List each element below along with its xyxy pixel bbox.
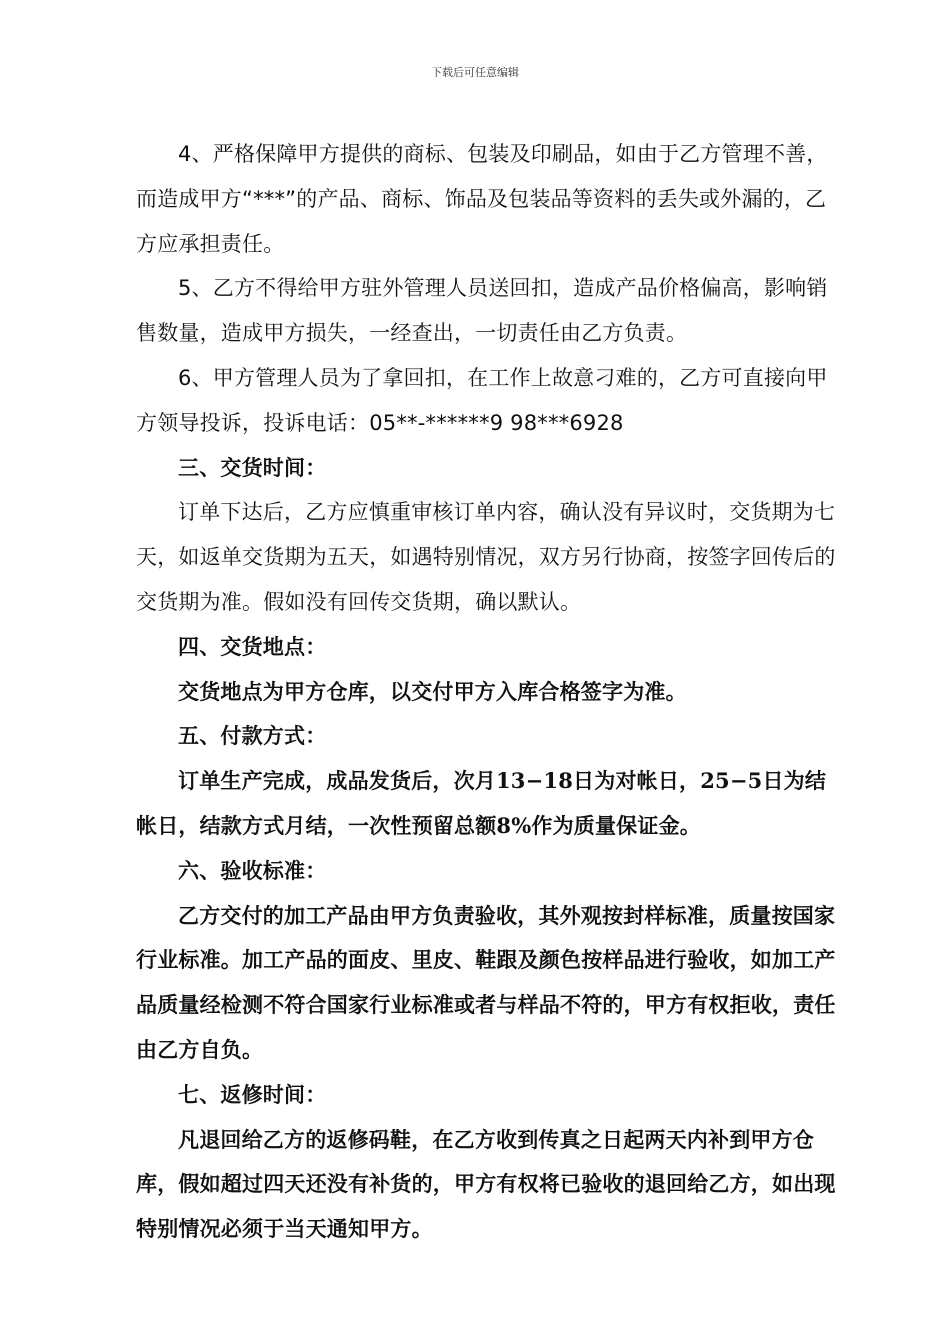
acceptance-standard-paragraph: 乙方交付的加工产品由甲方负责验收，其外观按封样标准，质量按国家行业标准。加工产品的面皮、里皮、鞋跟及颜色按样品进行验收，如加工产品质量经检测不符合国家行业标准或者与样品不符的，甲方有权拒收，责任由乙方自负。 <box>136 902 836 1062</box>
clause-5-paragraph: 5、乙方不得给甲方驻外管理人员送回扣，造成产品价格偏高，影响销售数量，造成甲方损失，一经查出，一切责任由乙方负责。 <box>136 276 828 346</box>
section-4-heading: 四、交货地点： <box>178 633 327 659</box>
section-7-heading: 七、返修时间： <box>178 1081 327 1107</box>
document-body <box>136 132 836 1252</box>
delivery-location-paragraph: 交货地点为甲方仓库，以交付甲方入库合格签字为准。 <box>178 678 687 704</box>
clause-6-paragraph: 6、甲方管理人员为了拿回扣，在工作上故意刁难的，乙方可直接向甲方领导投诉，投诉电话：05**-******9 98***6928 <box>136 365 828 435</box>
repair-time-paragraph: 凡退回给乙方的返修码鞋，在乙方收到传真之日起两天内补到甲方仓库，假如超过四天还没有补货的，甲方有权将已验收的退回给乙方，如出现特别情况必须于当天通知甲方。 <box>136 1126 836 1242</box>
section-6-heading: 六、验收标准： <box>178 857 327 883</box>
section-5-heading: 五、付款方式： <box>178 723 327 749</box>
delivery-time-paragraph: 订单下达后，乙方应慎重审核订单内容，确认没有异议时，交货期为七天，如返单交货期为五天，如遇特别情况，双方另行协商，按签字回传后的交货期为准。假如没有回传交货期，确以默认。 <box>136 500 836 614</box>
page-header-note: 下载后可任意编辑 <box>431 66 519 79</box>
section-3-heading: 三、交货时间： <box>178 454 327 480</box>
payment-method-paragraph: 订单生产完成，成品发货后，次月13−18日为对帐日，25−5日为结帐日，结款方式月结，一次性预留总额8%作为质量保证金。 <box>136 768 827 838</box>
clause-4-paragraph: 4、严格保障甲方提供的商标、包装及印刷品，如由于乙方管理不善，而造成甲方“***”的产品、商标、饰品及包装品等资料的丢失或外漏的，乙方应承担责任。 <box>136 142 828 256</box>
